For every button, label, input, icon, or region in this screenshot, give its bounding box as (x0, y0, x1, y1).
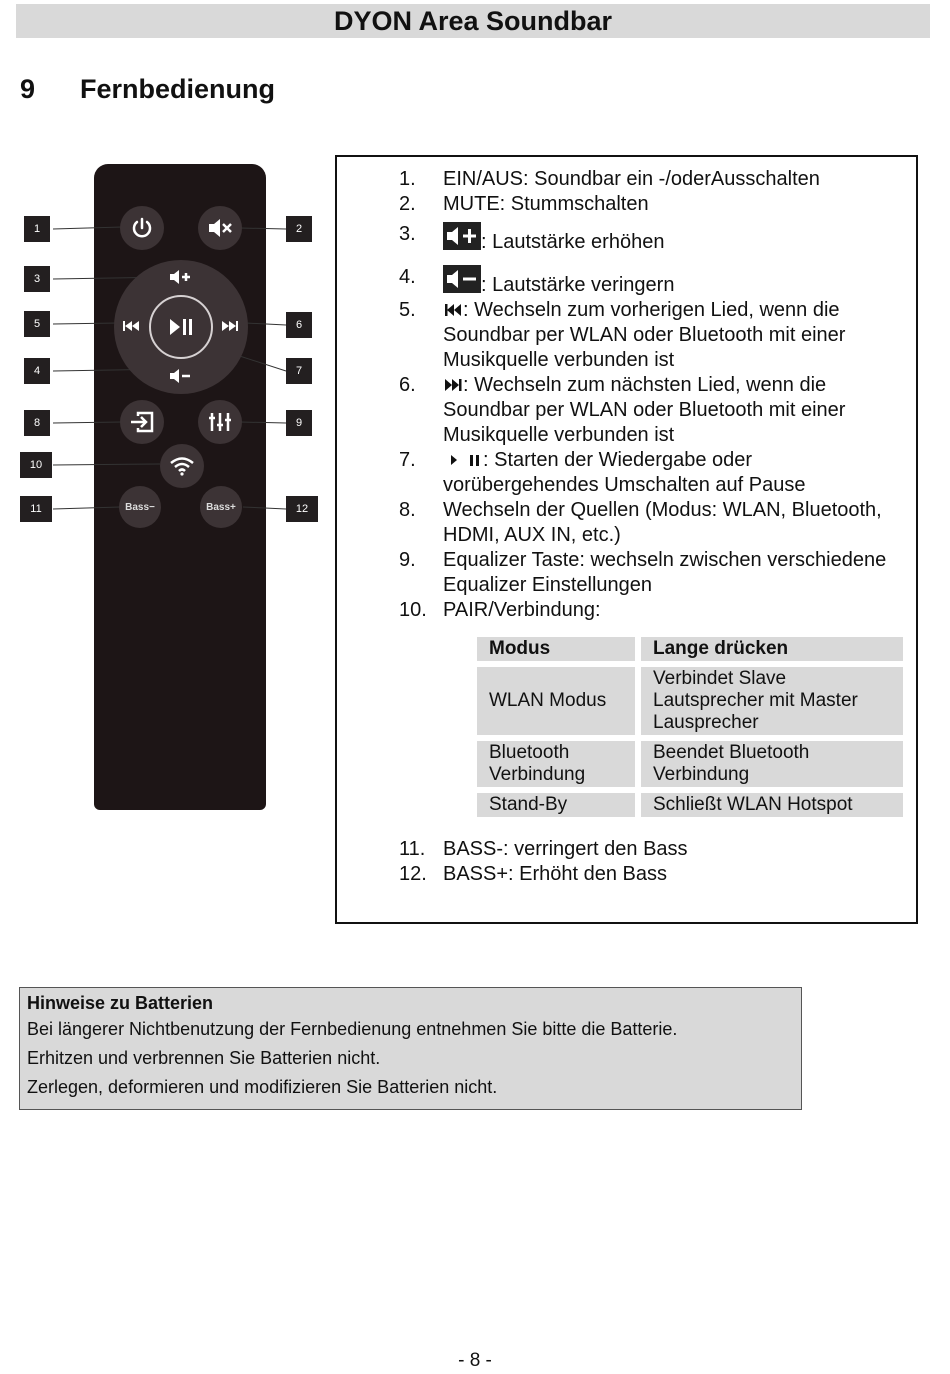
table-row (477, 741, 903, 787)
callout-10: 10 (20, 452, 52, 478)
next-icon (443, 377, 463, 393)
bass-description-list (399, 837, 899, 887)
pair-button (160, 444, 204, 488)
volume-up-icon (443, 222, 481, 250)
remote-illustration (18, 160, 323, 810)
document-title: DYON Area Soundbar (333, 6, 613, 36)
table-cell: Schließt WLAN Hotspot (641, 793, 903, 817)
equalizer-icon (207, 410, 233, 434)
table-header-row (477, 637, 903, 661)
volume-down-icon (443, 265, 481, 293)
table-header-cell: Lange drücken (641, 637, 903, 661)
list-item: 2. MUTE: Stummschalten (399, 193, 649, 215)
pair-mode-table (477, 637, 903, 823)
previous-icon (443, 302, 463, 318)
table-cell: Bluetooth Verbindung (477, 741, 635, 787)
callout-7: 7 (286, 358, 312, 384)
callout-5: 5 (24, 311, 50, 337)
bass-plus-button: Bass+ (200, 486, 242, 528)
list-item: 11. BASS-: verringert den Bass (399, 838, 688, 860)
table-cell: WLAN Modus (477, 667, 635, 735)
volume-up-icon (169, 268, 193, 286)
play-pause-button (149, 295, 213, 359)
table-header-cell: Modus (477, 637, 635, 661)
power-icon (130, 216, 154, 240)
callout-12: 12 (286, 496, 318, 522)
table-cell: Beendet Bluetooth Verbindung (641, 741, 903, 787)
list-item: 10. PAIR/Verbindung: (399, 599, 601, 621)
mute-button (198, 206, 242, 250)
next-icon (221, 319, 239, 333)
list-item: 8. Wechseln der Quellen (Modus: WLAN, Bluetooth, HDMI, AUX IN, etc.) (399, 499, 882, 546)
callout-11: 11 (20, 496, 52, 522)
callout-9: 9 (286, 410, 312, 436)
wifi-icon (169, 456, 195, 476)
table-cell: Stand-By (477, 793, 635, 817)
mute-icon (207, 217, 233, 239)
list-item: 3. : Lautstärke erhöhen (399, 223, 665, 253)
source-icon (129, 410, 155, 434)
battery-notes (19, 987, 802, 1110)
table-row (477, 667, 903, 735)
list-item: 7. : Starten der Wiedergabe oder vorübergehendes Umschalten auf Pause (399, 449, 806, 496)
navigation-pad (114, 260, 248, 394)
table-row (477, 793, 903, 817)
button-description-list (399, 167, 899, 623)
volume-down-icon (169, 367, 193, 385)
list-item: 9. Equalizer Taste: wechseln zwischen verschiedene Equalizer Einstellungen (399, 549, 887, 596)
table-cell: Verbindet Slave Lautsprecher mit Master Lausprecher (641, 667, 903, 735)
document-header (16, 4, 930, 38)
section-number: 9 (20, 74, 36, 104)
list-item: 12. BASS+: Erhöht den Bass (399, 863, 668, 885)
play-pause-icon (168, 317, 194, 337)
callout-3: 3 (24, 266, 50, 292)
notes-line: Erhitzen und verbrennen Sie Batterien nicht. (27, 1048, 381, 1068)
source-button (120, 400, 164, 444)
callout-4: 4 (24, 358, 50, 384)
notes-line: Zerlegen, deformieren und modifizieren Sie Batterien nicht. (27, 1077, 498, 1097)
description-box (335, 155, 918, 924)
previous-icon (122, 319, 140, 333)
notes-line: Bei längerer Nichtbenutzung der Fernbedienung entnehmen Sie bitte die Batterie. (27, 1019, 678, 1039)
callout-8: 8 (24, 410, 50, 436)
list-item: 6. : Wechseln zum nächsten Lied, wenn die Soundbar per WLAN oder Bluetooth mit einer Musikquelle verbunden ist (399, 374, 846, 446)
notes-title: Hinweise zu Batterien (27, 993, 214, 1013)
list-item: 5. : Wechseln zum vorherigen Lied, wenn die Soundbar per WLAN oder Bluetooth mit einer Musikquelle verbunden ist (399, 299, 846, 371)
callout-1: 1 (24, 216, 50, 242)
power-button (120, 206, 164, 250)
callout-2: 2 (286, 216, 312, 242)
equalizer-button (198, 400, 242, 444)
list-item: 1. EIN/AUS: Soundbar ein -/oderAusschalten (399, 168, 820, 190)
bass-minus-button: Bass− (119, 486, 161, 528)
page-number: - 8 - (458, 1350, 492, 1371)
callout-6: 6 (286, 312, 312, 338)
list-item: 4. : Lautstärke veringern (399, 266, 675, 296)
section-heading (20, 74, 275, 105)
section-title: Fernbedienung (80, 74, 275, 104)
play-pause-icon (443, 452, 483, 468)
